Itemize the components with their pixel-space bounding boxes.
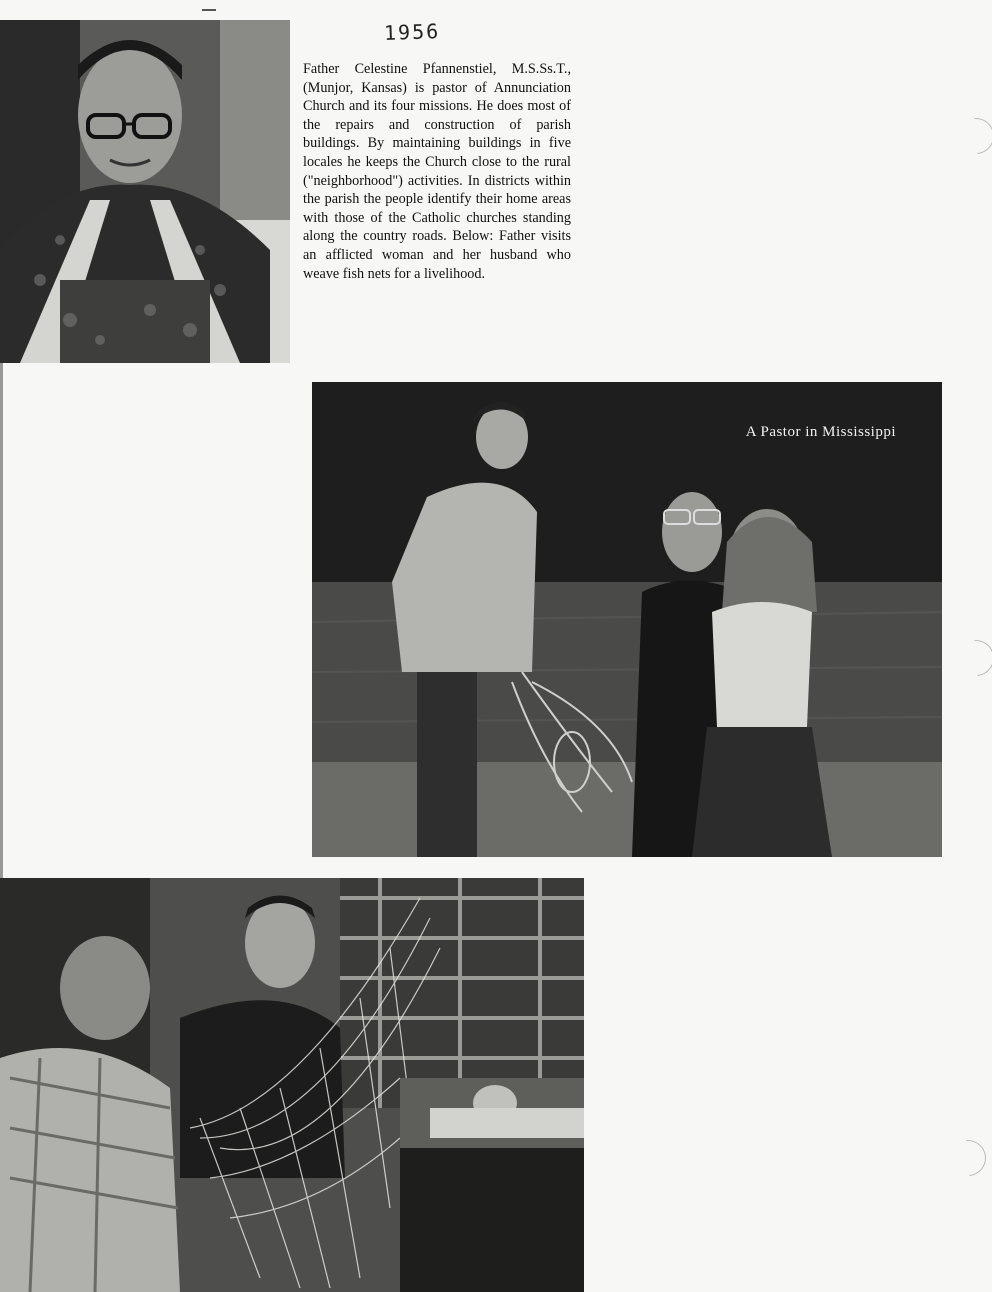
page-edge <box>0 363 3 878</box>
portrait-photo <box>0 20 290 363</box>
pen-mark <box>202 9 216 11</box>
article-caption: Father Celestine Pfannenstiel, M.S.Ss.T., (Munjor, Kansas) is pastor of Annunciation Church and its four missions. He does most of the repairs and construction of parish buildings. By maintaining buildings in five locales he keeps the Church close to the rural ("neighborhood") activities. In districts within the parish the people identify their home areas with those of the Catholic churches standing along the country roads. Below: Father visits an afflicted woman and her husband who weave fish nets for a livelihood. <box>303 61 571 282</box>
photo-title-label: A Pastor in Mississippi <box>745 424 896 440</box>
handwritten-year: 1956 <box>383 19 441 45</box>
binder-hole <box>943 1133 992 1184</box>
net-weavers-photo <box>0 878 584 1292</box>
binder-hole <box>951 633 992 684</box>
pastor-with-children-photo <box>312 382 942 857</box>
binder-hole <box>951 111 992 162</box>
